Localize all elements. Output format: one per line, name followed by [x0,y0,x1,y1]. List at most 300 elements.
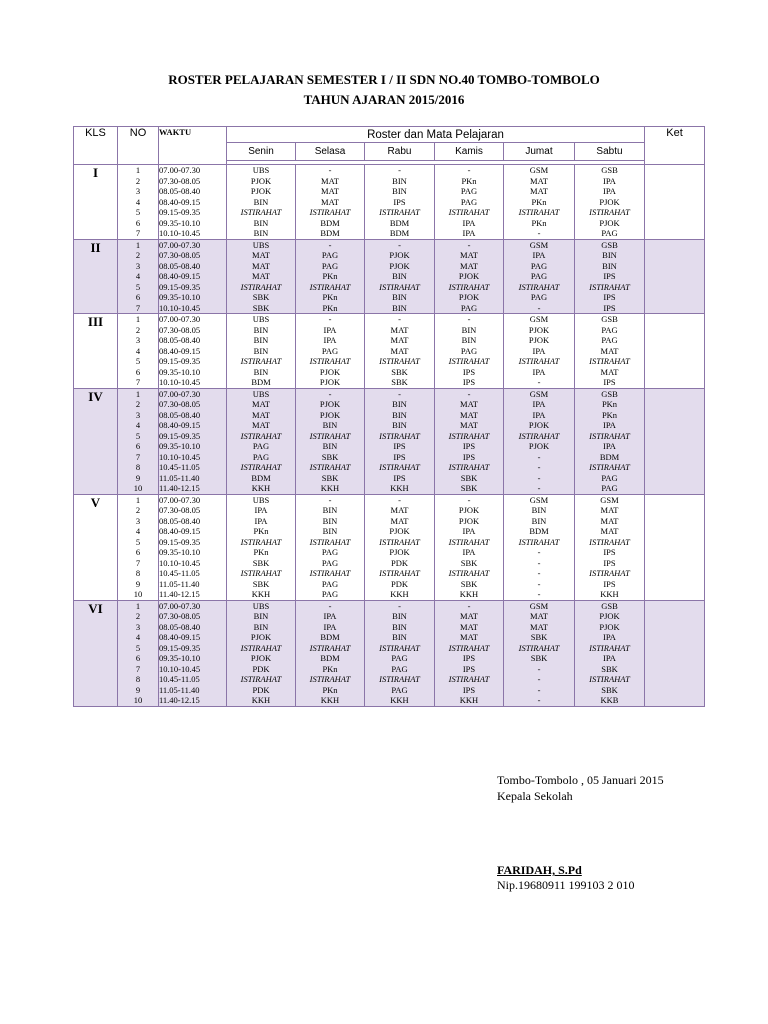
subjects-sabtu-entry: IPS [603,547,616,557]
subjects-sabtu-entry: MAT [600,366,619,377]
subjects-jumat-entry: - [537,483,541,493]
subjects-kamis-entry: IPS [462,377,476,387]
subjects-jumat-entry: - [537,472,541,483]
subjects-senin-entry: PAG [252,451,270,462]
lesson-numbers-entry: 5 [135,642,141,653]
subjects-jumat-entry: - [537,663,541,674]
subjects-sabtu-entry: PKn [601,399,618,409]
lesson-times-entry: 11.40-12.15 [159,483,200,493]
subjects-jumat-entry: PJOK [528,420,550,430]
subjects-sabtu-entry: GSM [600,494,619,505]
subjects-sabtu-entry: PAG [601,483,618,493]
subjects-jumat-entry: - [537,695,541,705]
lesson-numbers-entry: 8 [135,674,141,684]
lesson-numbers-entry: 6 [135,366,141,377]
subjects-jumat-entry: BIN [531,505,547,515]
subjects-sabtu-entry: IPS [603,557,616,568]
subjects-sabtu-entry: GSB [601,314,618,324]
subjects-rabu-entry: KKH [390,589,409,599]
subjects-senin-entry: KKH [251,589,271,599]
subjects-sabtu-entry: ISTIRAHAT [589,356,630,366]
subjects-selasa-entry: ISTIRAHAT [309,356,351,366]
subjects-kamis [435,314,504,389]
header-kls: KLS [74,127,118,165]
subjects-kamis-entry: - [467,600,471,611]
subjects-sabtu-entry: IPA [603,175,616,186]
class-row [74,388,705,494]
subjects-kamis-entry: ISTIRAHAT [448,536,490,547]
subjects-rabu-entry: ISTIRAHAT [379,356,420,366]
subjects-jumat-entry: PJOK [528,324,550,335]
class-row [74,314,705,389]
subjects-sabtu-entry: PJOK [599,217,620,228]
subjects-selasa-entry: MAT [321,175,339,186]
lesson-times-entry: 07.00-07.30 [159,388,201,399]
lesson-numbers [118,600,159,706]
lesson-times-entry: 10.10-10.45 [159,451,201,462]
subjects-kamis-entry: BIN [461,335,477,345]
subjects-kamis-entry: SBK [460,578,478,589]
subjects-kamis [435,388,504,494]
lesson-numbers-entry: 10 [133,483,143,493]
subjects-selasa-entry: PAG [321,578,339,589]
subjects-senin-entry: ISTIRAHAT [240,207,282,217]
roster-table [73,126,705,707]
subjects-jumat-entry: ISTIRAHAT [518,642,560,653]
lesson-numbers-entry: 6 [135,441,141,451]
subjects-jumat-entry: ISTIRAHAT [518,430,560,441]
lesson-numbers-entry: 1 [135,314,141,324]
subjects-jumat-entry: IPA [532,366,546,377]
lesson-numbers [118,314,159,389]
subjects-jumat-entry: PJOK [528,335,550,345]
subjects-selasa-entry: - [328,600,332,611]
subjects-selasa-entry: ISTIRAHAT [309,568,351,578]
subjects-kamis-entry: PAG [460,345,478,356]
subjects-kamis-entry: IPS [462,653,476,663]
subjects-rabu-entry: ISTIRAHAT [379,462,420,472]
subjects-jumat-entry: - [537,674,541,684]
subjects-senin-entry: UBS [252,388,270,399]
subjects-senin-entry: MAT [252,399,270,409]
subjects-senin [227,600,296,706]
lesson-times-entry: 09.35-10.10 [159,547,201,557]
subjects-selasa-entry: PAG [321,260,339,271]
subjects-jumat-entry: PAG [530,292,548,302]
document-title: ROSTER PELAJARAN SEMESTER I / II SDN NO.40 TOMBO-TOMBOLO [168,72,600,87]
class-label: V [74,494,118,600]
header-no: NO [118,127,159,165]
lesson-times-entry: 09.15-09.35 [159,642,201,653]
subjects-jumat-entry: - [537,462,541,472]
subjects-senin-entry: BIN [253,345,269,356]
lesson-numbers-entry: 2 [135,250,141,260]
subjects-jumat-entry: IPA [532,345,546,356]
subjects-jumat-entry: IPA [532,250,546,260]
subjects-senin-entry: MAT [252,409,270,420]
subjects-senin-entry: MAT [252,250,270,260]
lesson-numbers-entry: 5 [135,207,141,217]
lesson-times-entry: 10.10-10.45 [159,228,201,238]
subjects-sabtu-entry: MAT [600,515,619,526]
subjects-senin-entry: IPA [254,515,268,526]
lesson-numbers-entry: 4 [135,196,141,207]
subjects-senin-entry: UBS [252,314,270,324]
lesson-numbers-entry: 3 [135,515,141,526]
subjects-jumat-entry: - [537,568,541,578]
subjects-selasa-entry: PKn [322,292,338,302]
subjects-selasa-entry: ISTIRAHAT [309,674,351,684]
lesson-times-entry: 08.05-08.40 [159,621,201,632]
subjects-rabu-entry: MAT [390,505,409,515]
lesson-numbers-entry: 7 [135,228,141,238]
lesson-numbers-entry: 1 [135,388,141,399]
subjects-selasa-entry: KKH [320,483,340,493]
subjects-selasa-entry: MAT [321,186,339,196]
subjects-rabu-entry: BIN [392,271,407,281]
subjects-jumat-entry: GSM [529,165,549,175]
subjects-kamis-entry: BIN [461,324,477,335]
subjects-sabtu-entry: SBK [601,684,618,695]
subjects-kamis-entry: ISTIRAHAT [448,207,490,217]
lesson-numbers-entry: 3 [135,186,141,196]
subjects-selasa [296,494,365,600]
subjects-senin-entry: BIN [253,217,269,228]
subjects-kamis-entry: PAG [460,186,478,196]
subjects-kamis-entry: MAT [460,409,478,420]
subjects-kamis-entry: MAT [460,611,478,621]
subjects-rabu-entry: ISTIRAHAT [379,674,420,684]
lesson-numbers-entry: 5 [135,430,141,441]
subjects-senin-entry: PJOK [250,175,272,186]
subjects-kamis-entry: IPA [462,228,476,238]
lesson-times-entry: 07.30-08.05 [159,324,201,335]
ket-cell [645,314,705,389]
subjects-rabu-entry: PAG [391,653,408,663]
lesson-times-entry: 07.00-07.30 [159,494,201,505]
subjects-selasa-entry: PAG [321,557,339,568]
lesson-numbers-entry: 4 [135,632,141,642]
subjects-kamis-entry: MAT [460,420,478,430]
lesson-times-entry: 09.15-09.35 [159,207,201,217]
subjects-selasa-entry: BIN [322,526,338,536]
subjects-selasa-entry: ISTIRAHAT [309,642,351,653]
subjects-sabtu-entry: PKn [601,409,618,420]
academic-year: TAHUN AJARAN 2015/2016 [303,92,465,107]
subjects-sabtu [575,239,645,314]
ket-cell [645,165,705,240]
subjects-senin-entry: PKn [253,526,269,536]
lesson-times-entry: 07.30-08.05 [159,175,201,186]
lesson-times-entry: 11.40-12.15 [159,695,200,705]
subjects-jumat-entry: GSM [529,388,549,399]
subjects-senin-entry: KKH [251,483,271,493]
lesson-times-entry: 07.30-08.05 [159,505,201,515]
subjects-selasa-entry: BDM [320,632,340,642]
class-label: III [74,314,118,389]
subjects-sabtu-entry: ISTIRAHAT [589,674,630,684]
lesson-times-entry: 08.40-09.15 [159,420,201,430]
lesson-times-entry: 09.15-09.35 [159,536,201,547]
subjects-senin-entry: SBK [252,557,270,568]
subjects-rabu-entry: PAG [391,684,408,695]
lesson-times-entry: 09.35-10.10 [159,441,201,451]
lesson-times-entry: 08.40-09.15 [159,526,201,536]
subjects-sabtu [575,600,645,706]
lesson-numbers-entry: 3 [135,335,141,345]
class-label: IV [74,388,118,494]
subjects-jumat [504,239,575,314]
lesson-times-entry: 10.10-10.45 [159,377,201,387]
lesson-numbers [118,165,159,240]
subjects-jumat-entry: PKn [531,217,547,228]
subjects-kamis-entry: - [467,314,471,324]
subjects-rabu-entry: SBK [391,377,408,387]
subjects-rabu-entry: ISTIRAHAT [379,568,420,578]
subjects-sabtu-entry: ISTIRAHAT [589,207,630,217]
subjects-kamis-entry: ISTIRAHAT [448,462,490,472]
subjects-senin [227,314,296,389]
subjects-rabu-entry: BIN [392,302,407,313]
subjects-rabu-entry: KKH [390,483,409,493]
subjects-selasa [296,600,365,706]
subjects-rabu [365,388,435,494]
subjects-rabu-entry: ISTIRAHAT [379,281,420,292]
subjects-senin-entry: PDK [252,663,270,674]
subjects-sabtu-entry: MAT [600,345,619,356]
subjects-jumat-entry: - [537,684,541,695]
subjects-jumat-entry: MAT [530,621,548,632]
subjects-selasa-entry: SBK [321,451,339,462]
subjects-rabu-entry: BIN [392,399,407,409]
lesson-numbers-entry: 5 [135,536,141,547]
subjects-kamis-entry: IPA [462,526,476,536]
subjects-sabtu-entry: ISTIRAHAT [589,642,630,653]
subjects-rabu-entry: MAT [390,335,409,345]
subjects-kamis-entry: IPS [462,366,476,377]
subjects-selasa-entry: - [328,239,332,250]
header-roster: Roster dan Mata Pelajaran [227,127,645,143]
lesson-numbers-entry: 7 [135,557,141,568]
lesson-numbers-entry: 9 [135,684,141,695]
subjects-rabu-entry: PJOK [389,250,410,260]
lesson-times [159,165,227,240]
subjects-rabu-entry: BIN [392,292,407,302]
lesson-times-entry: 10.10-10.45 [159,663,201,674]
subjects-rabu-entry: IPS [393,472,406,483]
lesson-times-entry: 07.30-08.05 [159,399,201,409]
lesson-times-entry: 09.35-10.10 [159,217,201,228]
subjects-selasa-entry: - [328,388,332,399]
header-day-rabu: Rabu [365,143,435,161]
lesson-numbers-entry: 5 [135,281,141,292]
lesson-numbers-entry: 1 [135,600,141,611]
lesson-numbers-entry: 1 [135,494,141,505]
subjects-rabu-entry: PJOK [389,260,410,271]
subjects-selasa-entry: IPA [323,611,337,621]
subjects-kamis-entry: ISTIRAHAT [448,674,490,684]
lesson-times [159,314,227,389]
subjects-jumat-entry: ISTIRAHAT [518,207,560,217]
lesson-times [159,600,227,706]
subjects-kamis [435,494,504,600]
lesson-times-entry: 10.10-10.45 [159,302,201,313]
subjects-jumat-entry: SBK [530,653,548,663]
lesson-numbers-entry: 4 [135,345,141,356]
lesson-times-entry: 10.45-11.05 [159,674,200,684]
subjects-sabtu-entry: SBK [601,663,618,674]
subjects-selasa-entry: ISTIRAHAT [309,430,351,441]
class-row [74,494,705,600]
subjects-sabtu-entry: PAG [601,472,618,483]
subjects-rabu-entry: BIN [392,632,407,642]
subjects-rabu-entry: KKH [390,695,409,705]
subjects-rabu-entry: MAT [390,324,409,335]
subjects-kamis-entry: PJOK [458,505,480,515]
subjects-selasa-entry: ISTIRAHAT [309,207,351,217]
subjects-kamis-entry: SBK [460,557,478,568]
subjects-kamis-entry: PJOK [458,292,480,302]
subjects-selasa-entry: PJOK [319,409,341,420]
subjects-sabtu-entry: BIN [602,250,617,260]
subjects-kamis-entry: MAT [460,399,478,409]
subjects-rabu-entry: IPS [393,196,406,207]
subjects-rabu-entry: PAG [391,663,408,674]
class-label: VI [74,600,118,706]
roster-body [74,165,705,707]
subjects-jumat-entry: PJOK [528,441,550,451]
lesson-numbers-entry: 7 [135,377,141,387]
subjects-kamis-entry: PJOK [458,271,480,281]
subjects-senin-entry: BDM [251,472,271,483]
subjects-jumat-entry: GSM [529,314,549,324]
lesson-times-entry: 10.10-10.45 [159,557,201,568]
subjects-selasa [296,165,365,240]
subjects-rabu [365,165,435,240]
subjects-kamis-entry: - [467,165,471,175]
subjects-senin-entry: BIN [253,196,269,207]
subjects-jumat [504,600,575,706]
subjects-jumat-entry: GSM [529,600,549,611]
subjects-sabtu-entry: MAT [600,526,619,536]
lesson-times-entry: 08.05-08.40 [159,515,201,526]
subjects-jumat [504,494,575,600]
subjects-kamis-entry: ISTIRAHAT [448,281,490,292]
subjects-sabtu [575,314,645,389]
lesson-times-entry: 07.30-08.05 [159,611,201,621]
subjects-sabtu-entry: ISTIRAHAT [589,430,630,441]
subjects-rabu-entry: BDM [389,217,410,228]
subjects-kamis-entry: MAT [460,250,478,260]
header-waktu: WAKTU [159,127,227,165]
subjects-rabu-entry: ISTIRAHAT [379,642,420,653]
lesson-times-entry: 07.30-08.05 [159,250,201,260]
subjects-senin-entry: MAT [252,260,270,271]
header-ket: Ket [645,127,705,165]
subjects-sabtu [575,165,645,240]
lesson-numbers-entry: 1 [135,165,141,175]
subjects-sabtu-entry: PAG [601,228,618,238]
subjects-selasa-entry: BDM [320,228,340,238]
lesson-numbers-entry: 10 [133,589,143,599]
signature-place-date: Tombo-Tombolo , 05 Januari 2015 [497,773,664,787]
subjects-kamis-entry: IPS [462,441,476,451]
subjects-sabtu-entry: ISTIRAHAT [589,568,630,578]
subjects-sabtu-entry: PAG [601,335,618,345]
subjects-senin [227,165,296,240]
lesson-times-entry: 08.05-08.40 [159,335,201,345]
subjects-sabtu-entry: GSB [601,165,618,175]
subjects-kamis-entry: KKH [459,589,479,599]
subjects-selasa-entry: PAG [321,547,339,557]
lesson-numbers-entry: 8 [135,568,141,578]
subjects-senin-entry: BIN [253,611,269,621]
lesson-times-entry: 11.05-11.40 [159,578,200,589]
class-label: II [74,239,118,314]
subjects-senin-entry: BDM [251,377,271,387]
subjects-jumat [504,388,575,494]
subjects-senin-entry: PJOK [250,653,272,663]
lesson-times-entry: 08.40-09.15 [159,196,201,207]
subjects-rabu-entry: PJOK [389,547,410,557]
subjects-sabtu-entry: ISTIRAHAT [589,281,630,292]
subjects-kamis-entry: - [467,494,471,505]
subjects-rabu-entry: BIN [392,186,407,196]
subjects-sabtu-entry: IPS [603,292,616,302]
subjects-senin [227,239,296,314]
subjects-selasa-entry: PAG [321,250,339,260]
subjects-rabu [365,239,435,314]
subjects-jumat-entry: PAG [530,260,548,271]
lesson-times [159,494,227,600]
subjects-rabu-entry: BIN [392,420,407,430]
class-row [74,239,705,314]
subjects-jumat-entry: GSM [529,239,549,250]
lesson-times-entry: 08.40-09.15 [159,345,201,356]
subjects-rabu-entry: MAT [390,515,409,526]
lesson-numbers-entry: 2 [135,399,141,409]
subjects-selasa-entry: ISTIRAHAT [309,462,351,472]
subjects-rabu [365,494,435,600]
lesson-times-entry: 09.35-10.10 [159,292,201,302]
subjects-senin-entry: BIN [253,335,269,345]
subjects-rabu-entry: IPS [393,441,406,451]
subjects-jumat-entry: - [537,557,541,568]
subjects-kamis-entry: ISTIRAHAT [448,356,490,366]
lesson-times-entry: 09.15-09.35 [159,281,201,292]
subjects-sabtu-entry: BIN [602,260,617,271]
lesson-numbers-entry: 2 [135,611,141,621]
subjects-sabtu-entry: GSB [601,388,618,399]
subjects-kamis-entry: PAG [460,196,478,207]
lesson-numbers-entry: 7 [135,451,141,462]
subjects-selasa-entry: BIN [322,420,338,430]
lesson-times-entry: 08.40-09.15 [159,271,201,281]
subjects-jumat-entry: BDM [529,526,549,536]
lesson-times-entry: 08.05-08.40 [159,186,201,196]
subjects-senin-entry: PKn [253,547,269,557]
subjects-jumat-entry: ISTIRAHAT [518,356,560,366]
subjects-rabu-entry: - [398,388,401,399]
subjects-rabu-entry: PJOK [389,526,410,536]
subjects-sabtu-entry: IPA [603,186,616,196]
subjects-senin-entry: UBS [252,239,270,250]
subjects-rabu-entry: - [398,494,401,505]
subjects-senin-entry: PDK [252,684,270,695]
subjects-senin-entry: BIN [253,621,269,632]
lesson-times-entry: 09.15-09.35 [159,430,201,441]
lesson-times-entry: 08.40-09.15 [159,632,201,642]
